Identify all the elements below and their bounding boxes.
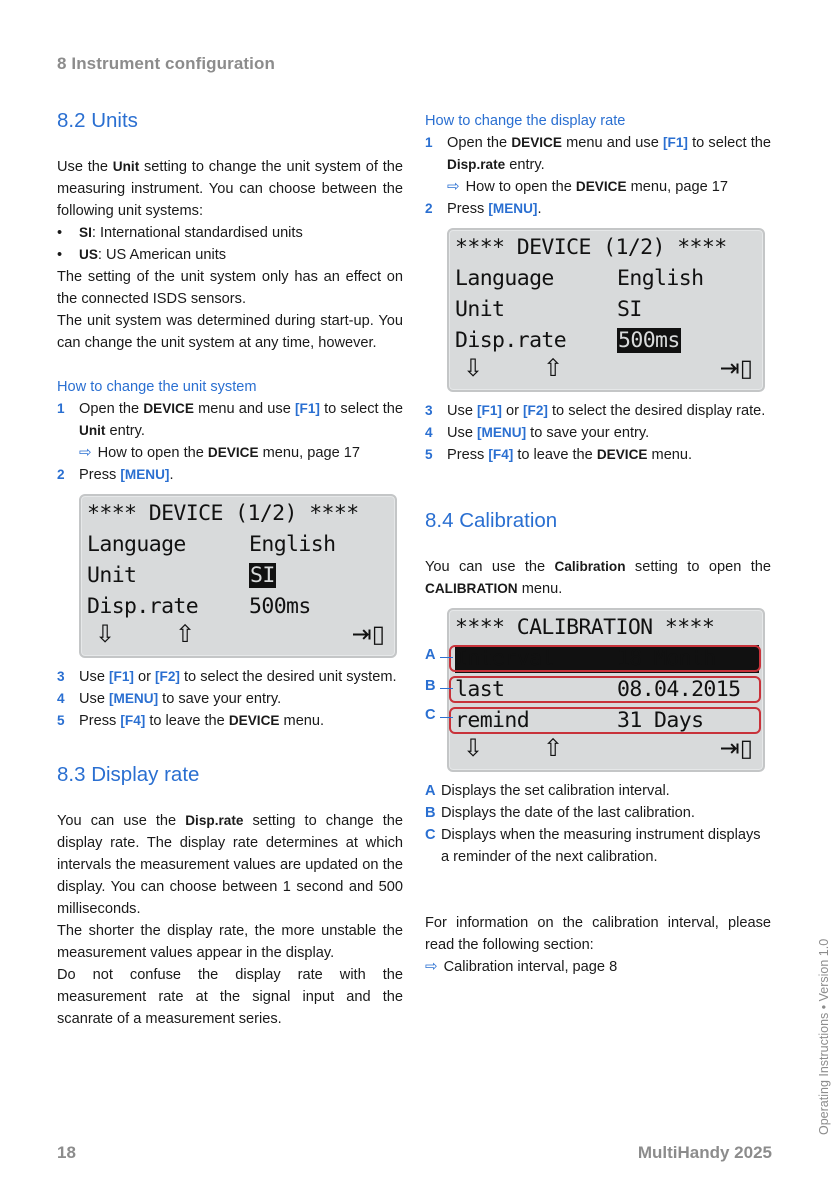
rate-step-1: 1 Open the DEVICE menu and use [F1] to select the Disp.rate entry. — [425, 135, 771, 173]
legend-item-c: C Displays when the measuring instrument displays a reminder of the next calibration. — [425, 827, 761, 865]
exit-icon: ⇥▯ — [719, 735, 753, 762]
chapter-header: 8 Instrument configuration — [57, 54, 275, 73]
lcd-device-rate — [447, 228, 765, 392]
lcd-title: **** CALIBRATION **** — [455, 615, 715, 640]
legend-item-a: A Displays the set calibration interval. — [425, 783, 670, 799]
units-note-2: The unit system was determined during start-up. You can change the unit system at any time, however. — [57, 313, 403, 351]
section-heading-units: 8.2 Units — [57, 109, 138, 132]
arrow-down-icon: ⇩ — [463, 355, 484, 382]
arrow-down-icon: ⇩ — [463, 735, 484, 762]
side-note: Operating Instructions • Version 1.0 — [817, 938, 831, 1135]
howto-rate-heading: How to change the display rate — [425, 113, 626, 129]
unit-ref-link[interactable]: ⇨ How to open the DEVICE menu, page 17 — [79, 444, 360, 461]
list-item-si: • SI: International standardised units — [57, 225, 303, 241]
calibration-ref-link[interactable]: ⇨ Calibration interval, page 8 — [425, 958, 618, 975]
lcd-row-interval: Interval 18 Month — [455, 645, 759, 673]
callout-ring-c — [449, 707, 761, 734]
product-name: MultiHandy 2025 — [637, 1143, 772, 1162]
calibration-figure — [425, 608, 771, 772]
display-rate-note-1: The shorter the display rate, the more unstable the measurement values appear in the display. — [57, 923, 403, 961]
callout-leader-b — [440, 688, 453, 689]
rate-step-2: 2 Press [MENU]. — [425, 201, 542, 217]
arrow-right-icon: ⇨ — [79, 444, 92, 461]
callout-leader-a — [440, 657, 453, 658]
calibration-info: For information on the calibration interval, please read the following section: — [425, 915, 771, 953]
calibration-intro: You can use the Calibration setting to open the CALIBRATION menu. — [425, 559, 771, 597]
arrow-down-icon: ⇩ — [95, 621, 116, 648]
unit-step-3: 3 Use [F1] or [F2] to select the desired unit system. — [57, 669, 397, 685]
arrow-right-icon: ⇨ — [447, 178, 460, 195]
lcd-title: **** DEVICE (1/2) **** — [87, 501, 359, 526]
callout-label-a: A — [425, 647, 436, 663]
arrow-up-icon: ⇧ — [543, 355, 564, 382]
right-column — [425, 110, 771, 978]
howto-unit-heading: How to change the unit system — [57, 379, 257, 395]
callout-ring-a — [449, 645, 761, 672]
section-heading-calibration: 8.4 Calibration — [425, 509, 558, 532]
section-heading-display-rate: 8.3 Display rate — [57, 763, 200, 786]
arrow-up-icon: ⇧ — [543, 735, 564, 762]
lcd-row-unit: Unit SI — [455, 297, 642, 322]
rate-step-4: 4 Use [MENU] to save your entry. — [425, 425, 650, 441]
lcd-row-disp-rate: Disp.rate 500ms — [87, 594, 311, 619]
lcd-calibration — [447, 608, 765, 772]
lcd-softkeys — [457, 735, 755, 766]
units-intro: Use the Unit setting to change the unit system of the measuring instrument. You can choose between the following unit systems: — [57, 159, 403, 219]
page-number: 18 — [57, 1143, 76, 1162]
callout-label-b: B — [425, 678, 436, 694]
unit-step-4: 4 Use [MENU] to save your entry. — [57, 691, 282, 707]
display-rate-intro: You can use the Disp.rate setting to change the display rate. The display rate determines at which intervals the measurement values are updated on the display. You can choose between 1 second and 500 milliseconds. — [57, 813, 403, 917]
lcd-softkeys — [457, 355, 755, 386]
lcd-row-language: Language English — [87, 532, 336, 557]
lcd-row-last: last 08.04.2015 — [455, 677, 741, 702]
unit-step-1: 1 Open the DEVICE menu and use [F1] to select the Unit entry. — [57, 401, 403, 439]
left-column — [57, 106, 403, 1030]
rate-ref-link[interactable]: ⇨ How to open the DEVICE menu, page 17 — [447, 178, 728, 195]
rate-step-5: 5 Press [F4] to leave the DEVICE menu. — [425, 447, 693, 463]
unit-step-2: 2 Press [MENU]. — [57, 467, 174, 483]
lcd-row-language: Language English — [455, 266, 704, 291]
units-note-1: The setting of the unit system only has an effect on the connected ISDS sensors. — [57, 269, 403, 307]
rate-step-3: 3 Use [F1] or [F2] to select the desired display rate. — [425, 403, 766, 419]
lcd-row-unit: Unit SI — [87, 563, 275, 588]
lcd-softkeys — [89, 621, 387, 652]
lcd-device-unit — [79, 494, 397, 658]
lcd-row-remind: remind 31 Days — [455, 708, 704, 733]
exit-icon: ⇥▯ — [719, 355, 753, 382]
list-item-us: • US: US American units — [57, 247, 227, 263]
arrow-right-icon: ⇨ — [425, 958, 438, 975]
lcd-title: **** DEVICE (1/2) **** — [455, 235, 727, 260]
callout-label-c: C — [425, 707, 436, 723]
display-rate-note-2: Do not confuse the display rate with the measurement rate at the signal input and the scanrate of a measurement series. — [57, 967, 403, 1027]
legend-item-b: B Displays the date of the last calibration. — [425, 805, 695, 821]
lcd-row-disp-rate: Disp.rate 500ms — [455, 328, 680, 353]
unit-step-5: 5 Press [F4] to leave the DEVICE menu. — [57, 713, 325, 729]
exit-icon: ⇥▯ — [351, 621, 385, 648]
callout-leader-c — [440, 717, 453, 718]
arrow-up-icon: ⇧ — [175, 621, 196, 648]
callout-ring-b — [449, 676, 761, 703]
